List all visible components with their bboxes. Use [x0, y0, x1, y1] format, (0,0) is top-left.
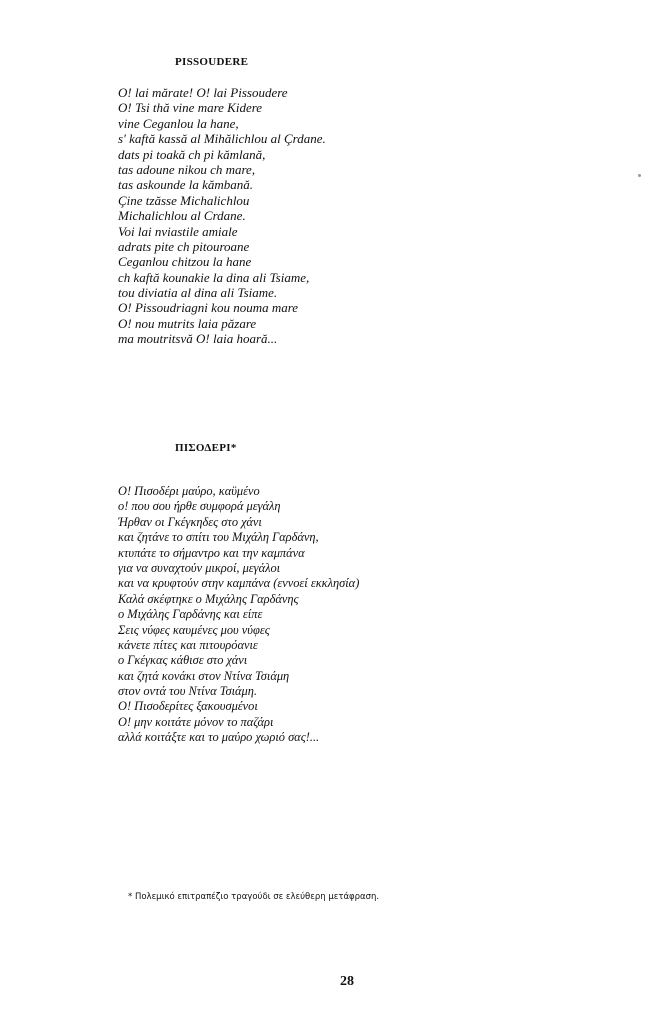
poem-title-greek: ΠΙΣΟΔΕΡΙ*	[175, 442, 237, 454]
poem-line: για να συναχτούν μικροί, μεγάλοι	[118, 560, 281, 575]
poem-line: Καλά σκέφτηκε ο Μιχάλης Γαρδάνης	[118, 591, 299, 606]
poem-line: στον οντά του Ντίνα Τσιάμη.	[118, 684, 258, 699]
poem-line: και να κρυφτούν στην καμπάνα (εννοεί εκκλησία)	[118, 576, 360, 591]
poem-line: Ήρθαν οι Γκέγκηδες στο χάνι	[118, 514, 262, 529]
poem-line: vine Ceganlou la hane,	[118, 115, 239, 131]
poem-line: αλλά κοιτάξτε και το μαύρο χωριό σας!...	[118, 730, 320, 745]
poem-line: tas adoune nikou ch mare,	[118, 161, 256, 177]
poem-line: Ο! Πισοδερίτες ξακουσμένοι	[118, 699, 258, 714]
poem-line: s' kaftă kassă al Mihălichlou al Çrdane.	[118, 131, 326, 147]
poem-line: Σεις νύφες καυμένες μου νύφες	[118, 622, 270, 637]
poem-line: Çine tzăsse Michalichlou	[118, 192, 250, 208]
poem-line: O! Tsi thă vine mare Kidere	[118, 100, 263, 116]
poem-line: Ο! Πισοδέρι μαύρο, καϋμένο	[118, 484, 260, 498]
poem-line: adrats pite ch pitouroane	[118, 238, 250, 254]
poem-line: ma moutritsvă O! laia hoară...	[118, 331, 278, 347]
poem-line: ο! που σου ήρθε συμφορά μεγάλη	[118, 499, 281, 514]
poem-line: dats pi toakă ch pi kămlană,	[118, 146, 266, 162]
poem-line: Ceganlou chitzou la hane	[118, 254, 252, 270]
poem-line: O! lai mărate! O! lai Pissoudere	[118, 85, 288, 100]
poem-latin	[118, 85, 326, 347]
poem-line: tou diviatia al dina ali Tsiame.	[118, 285, 278, 301]
scan-speck	[638, 174, 641, 177]
poem-line: O! Pissoudriagni kou nouma mare	[118, 300, 299, 316]
poem-line: Ο! μην κοιτάτε μόνον το παζάρι	[118, 714, 274, 729]
poem-line: ch kaftă kounakie la dina ali Tsiame,	[118, 269, 310, 285]
poem-line: και ζητά κονάκι στον Ντίνα Τσιάμη	[118, 668, 290, 683]
poem-line: ο Γκέγκας κάθισε στο χάνι	[118, 653, 248, 668]
poem-line: ο Μιχάλης Γαρδάνης και είπε	[118, 607, 263, 622]
poem-line: Voi lai nviastile amiale	[118, 223, 238, 239]
poem-line: O! nou mutrits laia păzare	[118, 315, 257, 331]
poem-line: και ζητάνε το σπίτι του Μιχάλη Γαρδάνη,	[118, 530, 319, 545]
poem-line: κτυπάτε το σήμαντρο και την καμπάνα	[118, 545, 305, 560]
poem-title-latin: PISSOUDERE	[175, 56, 249, 68]
poem-greek	[118, 484, 359, 746]
poem-line: Michalichlou al Crdane.	[118, 208, 246, 224]
footnote: * Πολεμικό επιτραπέζιο τραγούδι σε ελεύθερη μετάφραση.	[128, 892, 380, 902]
poem-line: tas askounde la kămbană.	[118, 177, 254, 193]
page-number: 28	[340, 974, 354, 989]
poem-line: κάνετε πίτες και πιτουρόανιε	[118, 637, 258, 652]
